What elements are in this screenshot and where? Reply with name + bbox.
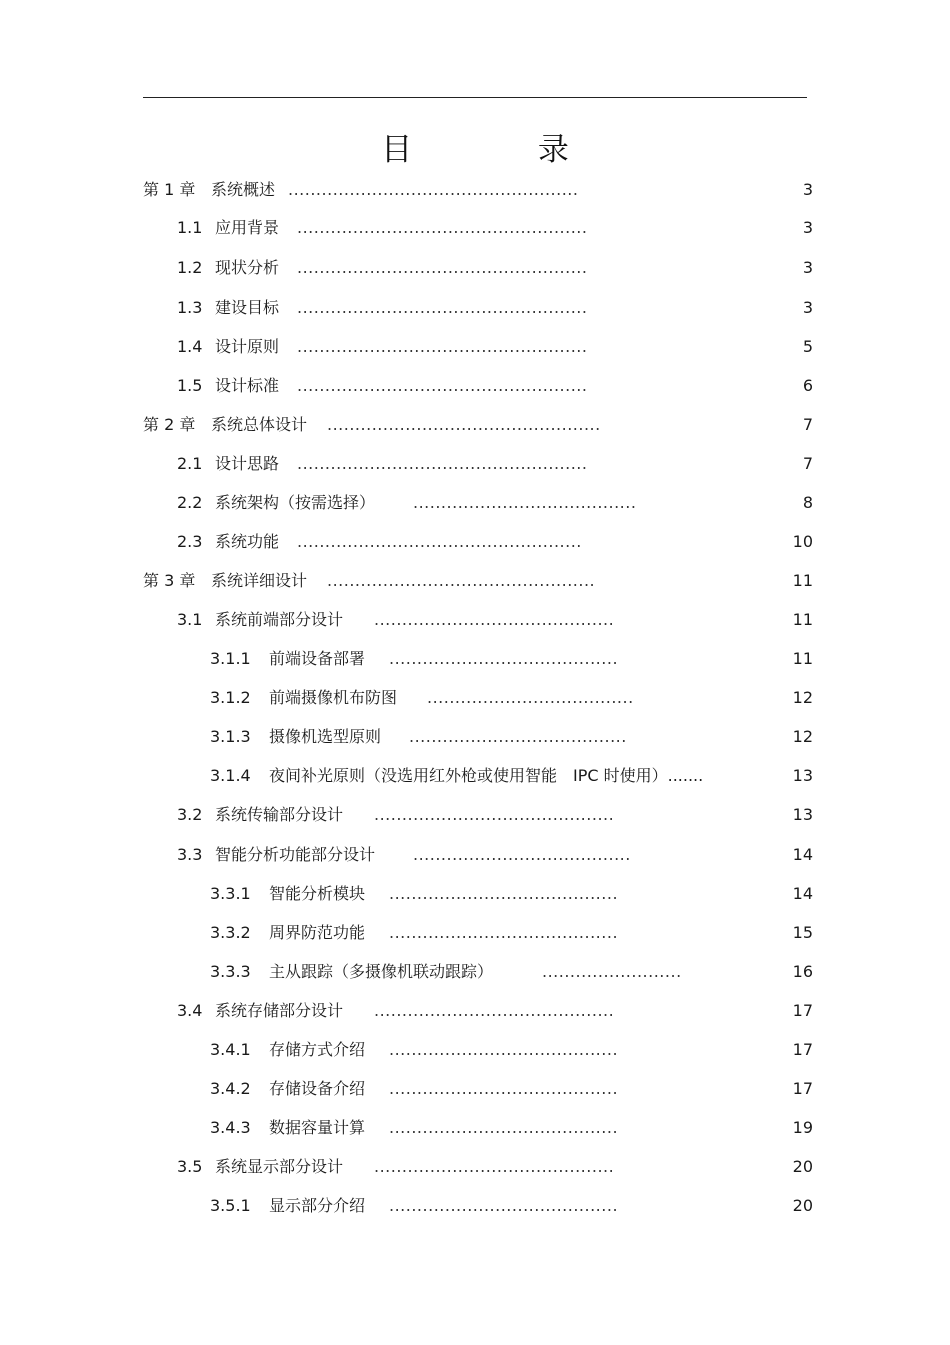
- toc-dot-leader: ...........................................: [374, 805, 615, 824]
- toc-dot-leader: ....................................................: [297, 337, 588, 356]
- toc-entry[interactable]: [0, 208, 950, 247]
- toc-entry-number: 2.3: [177, 532, 203, 551]
- toc-entry-title: 主从跟踪（多摄像机联动跟踪）: [269, 962, 494, 981]
- toc-dot-leader: ................................................: [327, 571, 596, 590]
- toc-dot-leader: ...........................................: [374, 1001, 615, 1020]
- toc-entry-page: 14: [792, 884, 813, 903]
- toc-entry-page: 11: [792, 649, 813, 668]
- toc-entry-number: 3.2: [177, 805, 203, 824]
- toc-entry[interactable]: [0, 405, 950, 444]
- toc-entry[interactable]: [0, 366, 950, 405]
- toc-entry-title: 设计思路: [215, 454, 280, 473]
- toc-entry-title: 系统详细设计: [211, 571, 308, 590]
- toc-entry-page: 11: [792, 571, 813, 590]
- toc-dot-leader: .........................................: [389, 1196, 619, 1215]
- toc-entry-page: 20: [792, 1157, 813, 1176]
- toc-entry-title: 夜间补光原则（没选用红外枪或使用智能 IPC 时使用）.......: [269, 766, 704, 785]
- toc-entry-number: 3.5.1: [210, 1196, 251, 1215]
- toc-entry-title: 周界防范功能: [269, 923, 366, 942]
- toc-entry-title: 系统总体设计: [211, 415, 308, 434]
- toc-entry-page: 14: [792, 845, 813, 864]
- toc-entry[interactable]: [0, 600, 950, 639]
- toc-entry-title: 前端摄像机布防图: [269, 688, 398, 707]
- toc-entry-page: 7: [802, 454, 813, 473]
- toc-entry[interactable]: [0, 288, 950, 327]
- toc-entry-title: 数据容量计算: [269, 1118, 366, 1137]
- toc-entry-number: 3.1.2: [210, 688, 251, 707]
- toc-dot-leader: ....................................................: [297, 376, 588, 395]
- toc-entry-page: 10: [792, 532, 813, 551]
- toc-entry[interactable]: [0, 639, 950, 678]
- toc-entry-page: 16: [792, 962, 813, 981]
- toc-entry-number: 3.4.1: [210, 1040, 251, 1059]
- toc-entry-page: 3: [802, 218, 813, 237]
- toc-entry-number: 第 2 章: [143, 415, 196, 434]
- toc-entry[interactable]: [0, 1147, 950, 1186]
- toc-entry-title: 摄像机选型原则: [269, 727, 382, 746]
- toc-entry-number: 1.1: [177, 218, 203, 237]
- toc-dot-leader: .........................: [542, 962, 682, 981]
- toc-entry[interactable]: [0, 248, 950, 287]
- toc-entry-title: 系统存储部分设计: [215, 1001, 344, 1020]
- toc-entry-title: 现状分析: [215, 258, 280, 277]
- toc-entry-page: 15: [792, 923, 813, 942]
- toc-entry-title: 设计标准: [215, 376, 280, 395]
- toc-entry-title: 存储方式介绍: [269, 1040, 366, 1059]
- toc-entry-number: 3.1.4: [210, 766, 251, 785]
- toc-entry-page: 5: [802, 337, 813, 356]
- toc-entry-title: 存储设备介绍: [269, 1079, 366, 1098]
- toc-entry-title: 设计原则: [215, 337, 280, 356]
- toc-entry-number: 1.5: [177, 376, 203, 395]
- toc-entry[interactable]: [0, 483, 950, 522]
- toc-entry-number: 3.1.3: [210, 727, 251, 746]
- toc-dot-leader: .......................................: [409, 727, 627, 746]
- toc-entry-title: 建设目标: [215, 298, 280, 317]
- toc-dot-leader: .................................................: [327, 415, 601, 434]
- toc-entry[interactable]: [0, 678, 950, 717]
- toc-entry-page: 20: [792, 1196, 813, 1215]
- toc-entry-page: 3: [802, 180, 813, 199]
- toc-entry[interactable]: [0, 913, 950, 952]
- toc-entry-title: 系统传输部分设计: [215, 805, 344, 824]
- toc-entry-number: 3.4: [177, 1001, 203, 1020]
- toc-entry-number: 3.4.2: [210, 1079, 251, 1098]
- toc-entry-page: 3: [802, 298, 813, 317]
- toc-entry[interactable]: [0, 952, 950, 991]
- toc-dot-leader: .........................................: [389, 649, 619, 668]
- toc-entry-title: 显示部分介绍: [269, 1196, 366, 1215]
- toc-dot-leader: .......................................: [413, 845, 631, 864]
- toc-dot-leader: ...................................................: [297, 532, 582, 551]
- toc-entry-title: 系统显示部分设计: [215, 1157, 344, 1176]
- toc-dot-leader: .........................................: [389, 1118, 619, 1137]
- toc-entry[interactable]: [0, 561, 950, 600]
- toc-entry-title: 应用背景: [215, 218, 280, 237]
- toc-entry[interactable]: [0, 835, 950, 874]
- toc-entry-title: 系统前端部分设计: [215, 610, 344, 629]
- toc-entry-page: 13: [792, 805, 813, 824]
- toc-dot-leader: ...........................................: [374, 1157, 615, 1176]
- toc-entry[interactable]: [0, 874, 950, 913]
- toc-entry-page: 17: [792, 1040, 813, 1059]
- header-rule: [143, 97, 807, 98]
- toc-dot-leader: ...........................................: [374, 610, 615, 629]
- toc-entry[interactable]: [0, 170, 950, 209]
- toc-entry-title: 智能分析功能部分设计: [215, 845, 376, 864]
- toc-entry[interactable]: [0, 1069, 950, 1108]
- toc-dot-leader: ....................................................: [297, 218, 588, 237]
- toc-entry-number: 第 1 章: [143, 180, 196, 199]
- toc-entry-page: 19: [792, 1118, 813, 1137]
- toc-entry-number: 3.4.3: [210, 1118, 251, 1137]
- toc-dot-leader: .........................................: [389, 1079, 619, 1098]
- toc-entry-number: 3.1: [177, 610, 203, 629]
- toc-dot-leader: ....................................................: [297, 258, 588, 277]
- toc-entry-title: 系统功能: [215, 532, 280, 551]
- toc-dot-leader: ........................................: [413, 493, 637, 512]
- toc-title: 目 录: [381, 132, 627, 168]
- toc-entry-number: 3.3: [177, 845, 203, 864]
- toc-entry[interactable]: [0, 1108, 950, 1147]
- toc-entry-title: 系统架构（按需选择）: [215, 493, 376, 512]
- toc-entry-number: 3.3.2: [210, 923, 251, 942]
- toc-entry-title: 前端设备部署: [269, 649, 366, 668]
- toc-entry[interactable]: [0, 1030, 950, 1069]
- toc-entry-number: 3.3.3: [210, 962, 251, 981]
- toc-entry-number: 3.1.1: [210, 649, 251, 668]
- toc-entry-number: 第 3 章: [143, 571, 196, 590]
- toc-dot-leader: ....................................................: [297, 298, 588, 317]
- toc-entry[interactable]: [0, 756, 950, 795]
- toc-entry-page: 17: [792, 1001, 813, 1020]
- toc-entry-title: 智能分析模块: [269, 884, 366, 903]
- toc-entry-page: 11: [792, 610, 813, 629]
- toc-dot-leader: .........................................: [389, 1040, 619, 1059]
- toc-entry-page: 3: [802, 258, 813, 277]
- toc-dot-leader: .........................................: [389, 923, 619, 942]
- toc-entry-number: 1.4: [177, 337, 203, 356]
- toc-entry-page: 12: [792, 727, 813, 746]
- toc-entry-page: 13: [792, 766, 813, 785]
- toc-entry-page: 7: [802, 415, 813, 434]
- toc-entry[interactable]: [0, 444, 950, 483]
- toc-entry-number: 2.2: [177, 493, 203, 512]
- toc-dot-leader: ....................................................: [297, 454, 588, 473]
- toc-entry[interactable]: [0, 795, 950, 834]
- toc-entry-number: 1.2: [177, 258, 203, 277]
- toc-entry[interactable]: [0, 717, 950, 756]
- toc-entry-number: 1.3: [177, 298, 203, 317]
- toc-entry-number: 3.5: [177, 1157, 203, 1176]
- toc-entry-page: 17: [792, 1079, 813, 1098]
- toc-entry[interactable]: [0, 522, 950, 561]
- toc-entry[interactable]: [0, 327, 950, 366]
- toc-dot-leader: .........................................: [389, 884, 619, 903]
- toc-entry-page: 8: [802, 493, 813, 512]
- toc-dot-leader: .....................................: [427, 688, 634, 707]
- toc-entry[interactable]: [0, 1186, 950, 1225]
- toc-entry-page: 6: [802, 376, 813, 395]
- toc-entry-number: 3.3.1: [210, 884, 251, 903]
- toc-entry[interactable]: [0, 991, 950, 1030]
- toc-entry-title: 系统概述: [211, 180, 276, 199]
- toc-dot-leader: ....................................................: [288, 180, 579, 199]
- toc-entry-page: 12: [792, 688, 813, 707]
- toc-entry-number: 2.1: [177, 454, 203, 473]
